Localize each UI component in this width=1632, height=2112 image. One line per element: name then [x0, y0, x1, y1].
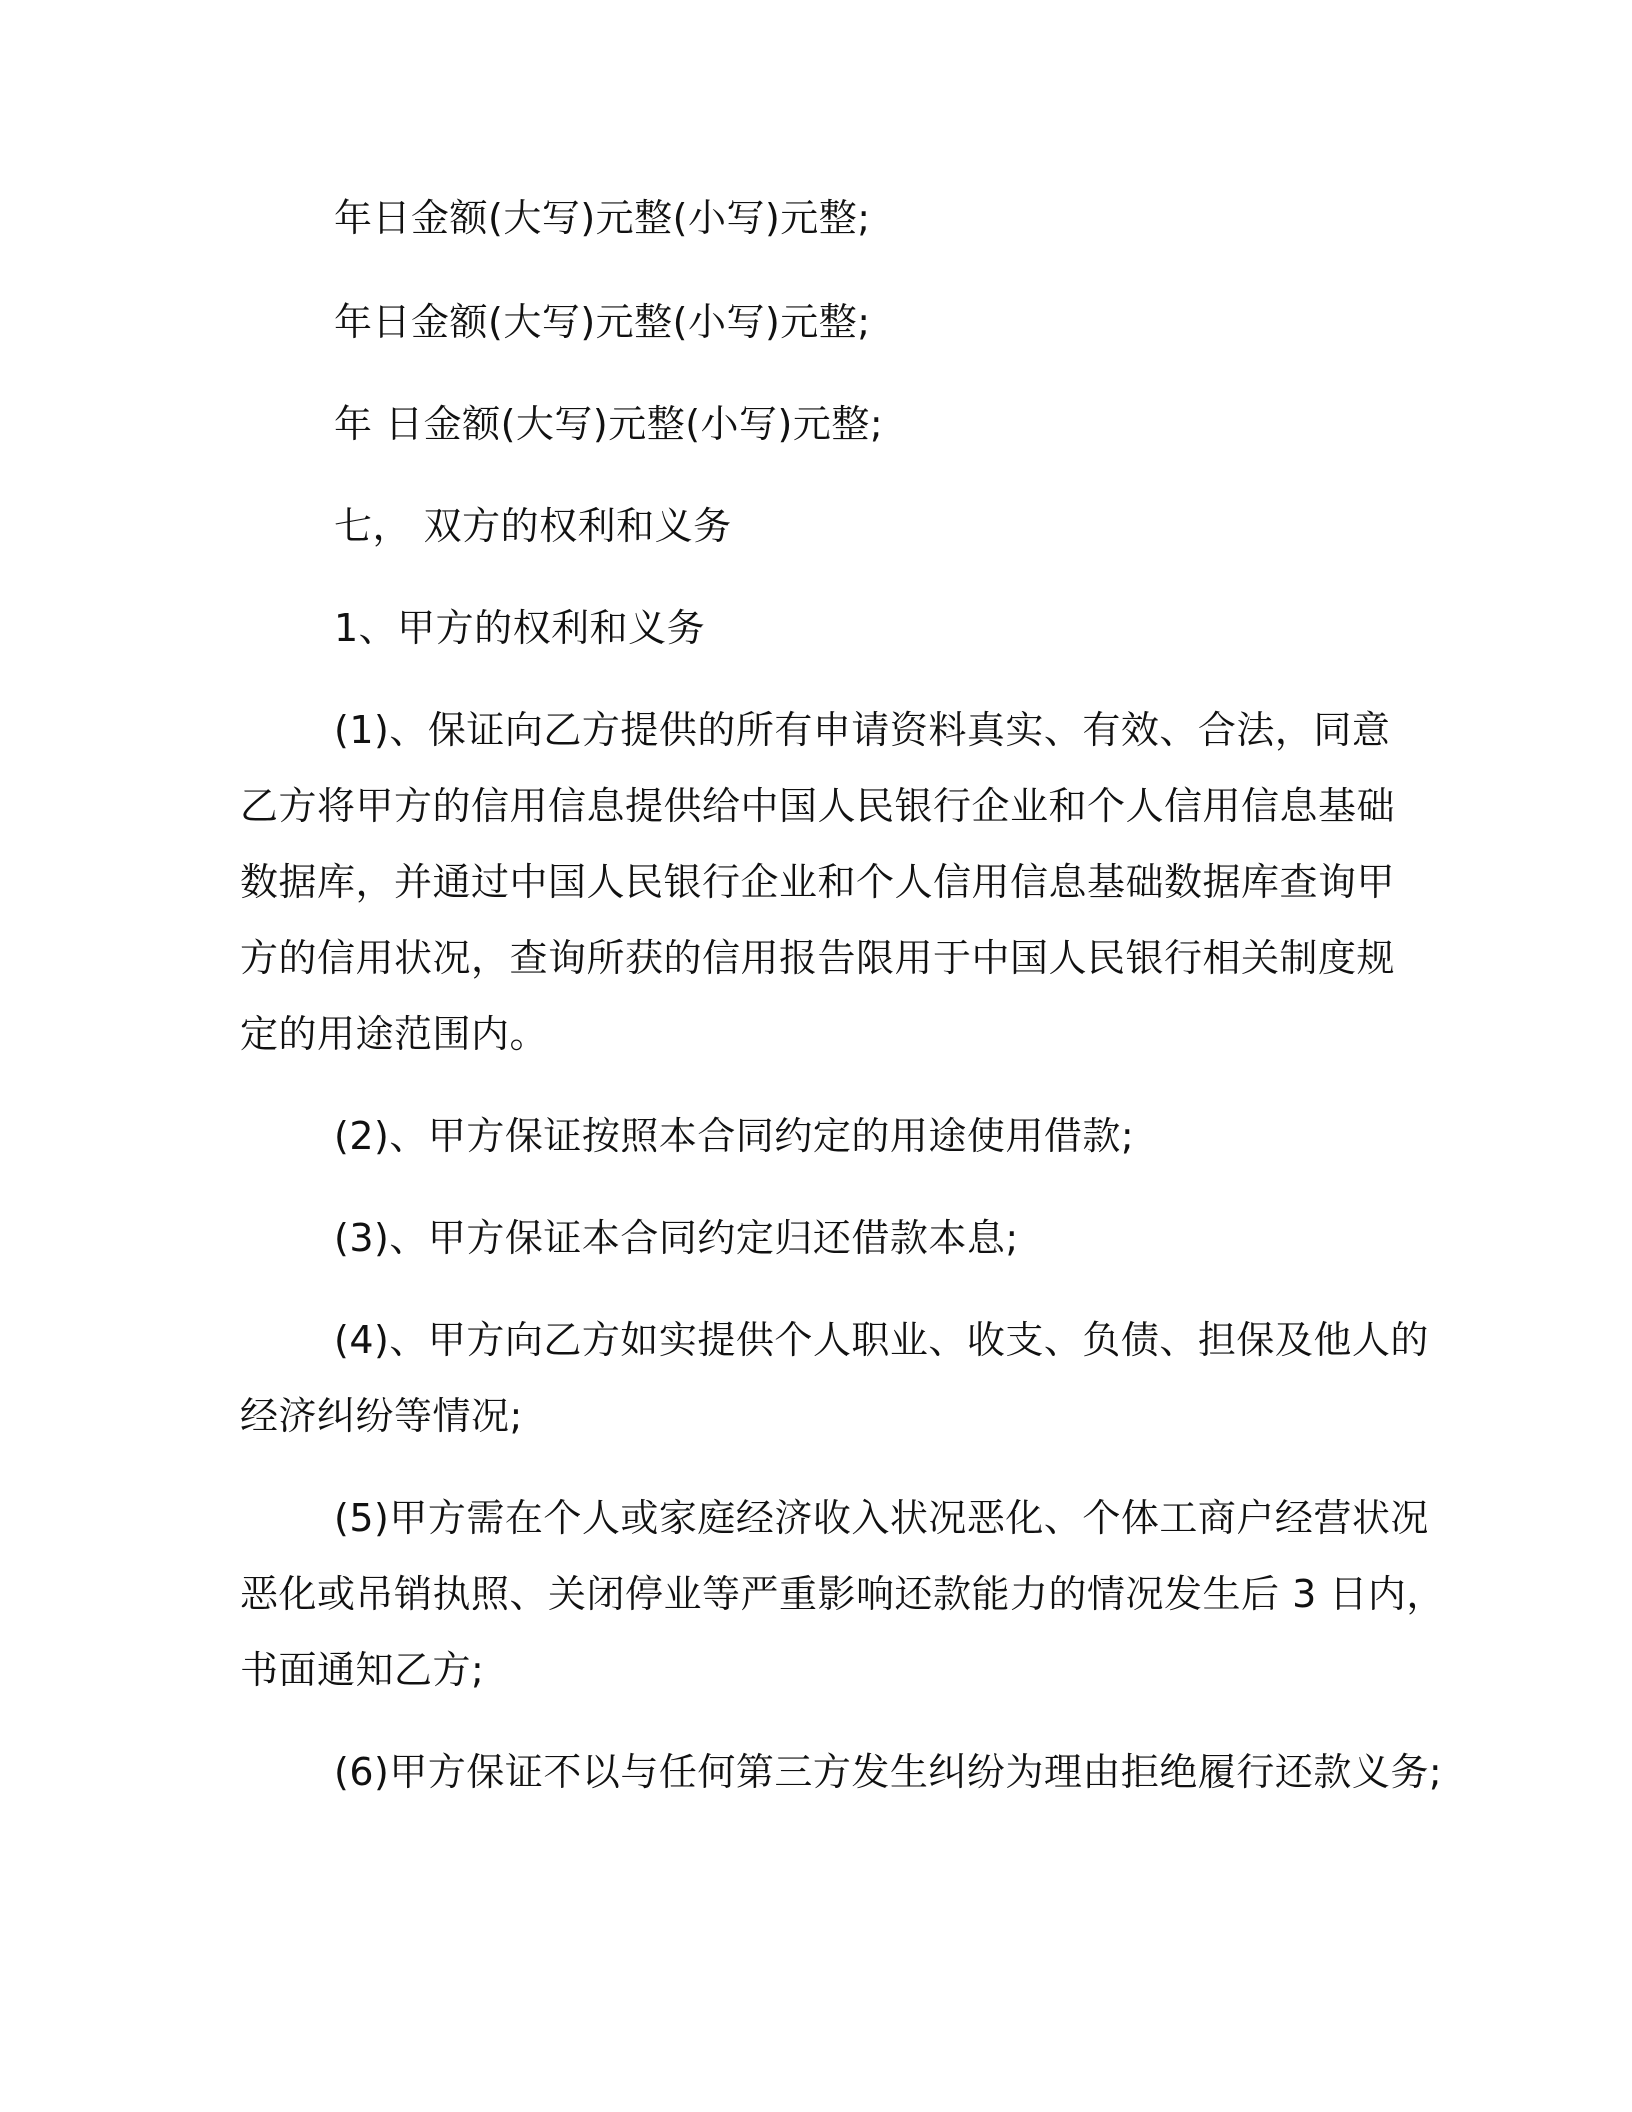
subsection-title: 1、甲方的权利和义务 — [334, 606, 706, 650]
clause-1-line-2: 乙方将甲方的信用信息提供给中国人民银行企业和个人信用信息基础 — [240, 784, 1396, 828]
clause-5-line-3: 书面通知乙方; — [240, 1648, 485, 1692]
clause-1-line-5: 定的用途范围内。 — [240, 1012, 549, 1056]
amount-line-2: 年日金额(大写)元整(小写)元整; — [334, 300, 871, 344]
clause-3: (3)、甲方保证本合同约定归还借款本息; — [334, 1216, 1019, 1260]
clause-5-line-1: (5)甲方需在个人或家庭经济收入状况恶化、个体工商户经营状况 — [334, 1496, 1429, 1540]
clause-1-line-1: (1)、保证向乙方提供的所有申请资料真实、有效、合法，同意 — [334, 708, 1391, 752]
clause-1-line-3: 数据库，并通过中国人民银行企业和个人信用信息基础数据库查询甲 — [240, 860, 1396, 904]
clause-1-line-4: 方的信用状况，查询所获的信用报告限用于中国人民银行相关制度规 — [240, 936, 1396, 980]
clause-5-line-2: 恶化或吊销执照、关闭停业等严重影响还款能力的情况发生后 3 日内， — [240, 1572, 1445, 1616]
clause-6: (6)甲方保证不以与任何第三方发生纠纷为理由拒绝履行还款义务; — [334, 1750, 1443, 1794]
clause-4-line-1: (4)、甲方向乙方如实提供个人职业、收支、负债、担保及他人的 — [334, 1318, 1429, 1362]
clause-4-line-2: 经济纠纷等情况; — [240, 1394, 523, 1438]
clause-2: (2)、甲方保证按照本合同约定的用途使用借款; — [334, 1114, 1135, 1158]
section-title: 七， 双方的权利和义务 — [334, 504, 732, 548]
amount-line-3: 年 日金额(大写)元整(小写)元整; — [334, 402, 884, 446]
amount-line-1: 年日金额(大写)元整(小写)元整; — [334, 196, 871, 240]
